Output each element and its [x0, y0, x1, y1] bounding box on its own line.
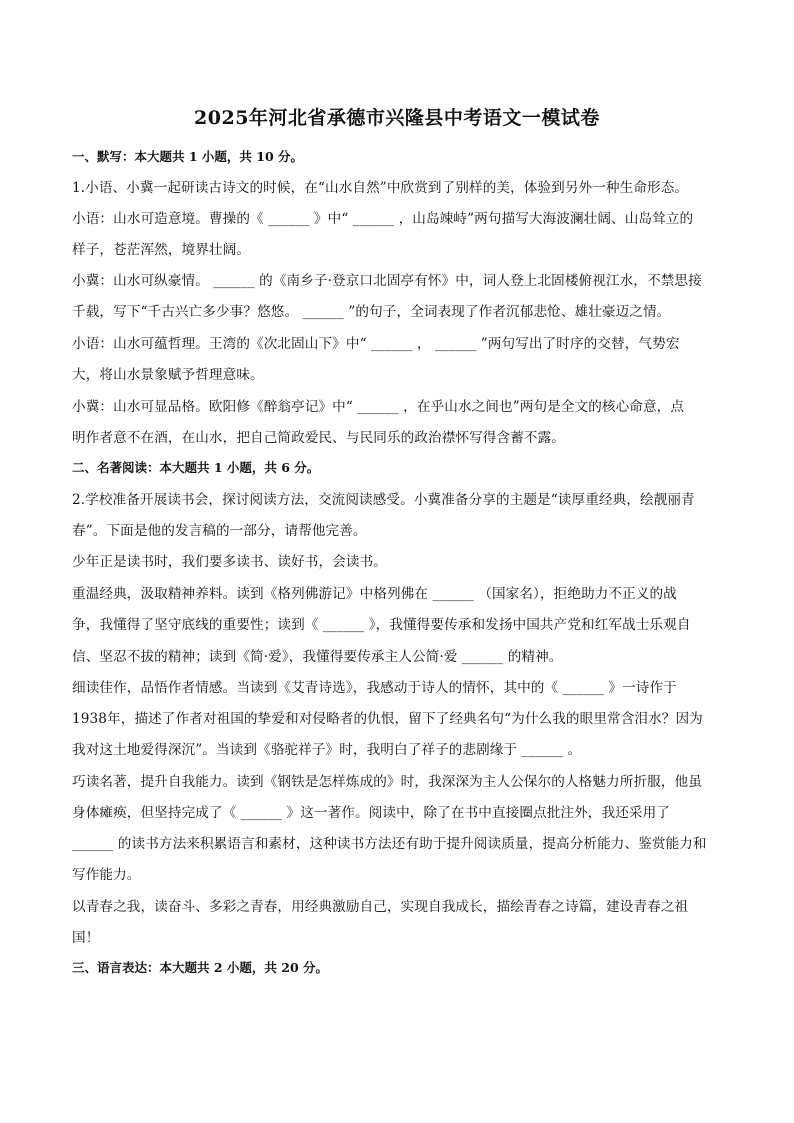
q1-line-7: 大，将山水景象赋予哲理意味。: [72, 367, 264, 383]
q2-line-15: 国！: [72, 930, 100, 946]
q2-line-13: 写作能力。: [72, 867, 141, 883]
q1-line-1: 1.小语、小冀一起研读古诗文的时候，在“山水自然”中欣赏到了别样的美，体验到另外一种生命形态。: [72, 180, 689, 196]
q2-line-2: 春”。下面是他的发言稿的一部分，请帮他完善。: [72, 523, 367, 539]
q1-line-8: 小冀：山水可显品格。欧阳修《醉翁亭记》中“ ______ ，在乎山水之间也”两句是全文的核心命意，点: [72, 399, 685, 415]
q2-line-11: 身体瘫痪，但坚持完成了《 ______ 》这一著作。阅读中，除了在书中直接圈点批注外，我还采用了: [72, 805, 670, 821]
q1-line-2: 小语：山水可造意境。曹操的《 ______ 》中“ ______ ，山岛竦峙”两句描写大海波澜壮阔、山岛耸立的: [72, 211, 694, 227]
q2-line-12: ______ 的读书方法来积累语言和素材，这种读书方法还有助于提升阅读质量，提高分析能力、鉴赏能力和: [72, 836, 707, 852]
q2-line-9: 我对这土地爱得深沉”。当读到《骆驼祥子》时，我明白了祥子的悲剧缘于 ______ 。: [72, 742, 582, 758]
q2-line-3: 少年正是读书时，我们要多读书、读好书，会读书。: [72, 554, 387, 570]
q2-line-5: 争，我懂得了坚守底线的重要性；读到《 ______ 》，我懂得要传承和发扬中国共产党和红军战士乐观自: [72, 617, 691, 633]
q2-line-6: 信、坚忍不拔的精神；读到《简·爱》，我懂得要传承主人公简·爱 ______ 的精神。: [72, 649, 563, 665]
q1-line-6: 小语：山水可蕴哲理。王湾的《次北固山下》中“ ______ ， ______ ”两句写出了时序的交替，气势宏: [72, 336, 680, 352]
q1-line-3: 样子，苍茫浑然，境界壮阔。: [72, 242, 251, 258]
q2-line-8: 1938年，描述了作者对祖国的挚爱和对侵略者的仇恨，留下了经典名句“为什么我的眼里常含泪水？因为: [72, 711, 703, 727]
section-heading-expression: 三、语言表达：本大题共 2 小题，共 20 分。: [72, 960, 329, 975]
q2-line-1: 2.学校准备开展读书会，探讨阅读方法，交流阅读感受。小冀准备分享的主题是“读厚重经典，绘靓丽青: [72, 492, 695, 508]
q1-line-5: 千载，写下“千古兴亡多少事？悠悠。 ______ ”的句子，全词表现了作者沉郁悲怆、雄壮豪迈之情。: [72, 304, 671, 320]
q2-line-14: 以青春之我，读奋斗、多彩之青春，用经典激励自己，实现自我成长，描绘青春之诗篇，建设青春之祖: [72, 899, 689, 915]
exam-title: 2025年河北省承德市兴隆县中考语文一模试卷: [194, 107, 600, 129]
q1-line-4: 小冀：山水可纵豪情。 ______ 的《南乡子·登京口北固亭有怀》中，词人登上北固楼俯视江水，不禁思接: [72, 273, 702, 289]
q2-line-10: 巧读名著，提升自我能力。读到《钢铁是怎样炼成的》时，我深深为主人公保尔的人格魅力所折服，他虽: [72, 774, 702, 790]
section-heading-classics: 二、名著阅读：本大题共 1 小题，共 6 分。: [72, 460, 320, 475]
q2-line-4: 重温经典，汲取精神养料。读到《格列佛游记》中格列佛在 ______ （国家名），拒绝助力不正义的战: [72, 586, 677, 602]
q1-line-9: 明作者意不在酒，在山水，把自己简政爱民、与民同乐的政治襟怀写得含蓄不露。: [72, 430, 565, 446]
q2-line-7: 细读佳作，品悟作者情感。当读到《艾青诗选》，我感动于诗人的情怀，其中的《 ______ 》一诗作于: [72, 680, 677, 696]
section-heading-dictation: 一、默写：本大题共 1 小题，共 10 分。: [72, 149, 304, 164]
